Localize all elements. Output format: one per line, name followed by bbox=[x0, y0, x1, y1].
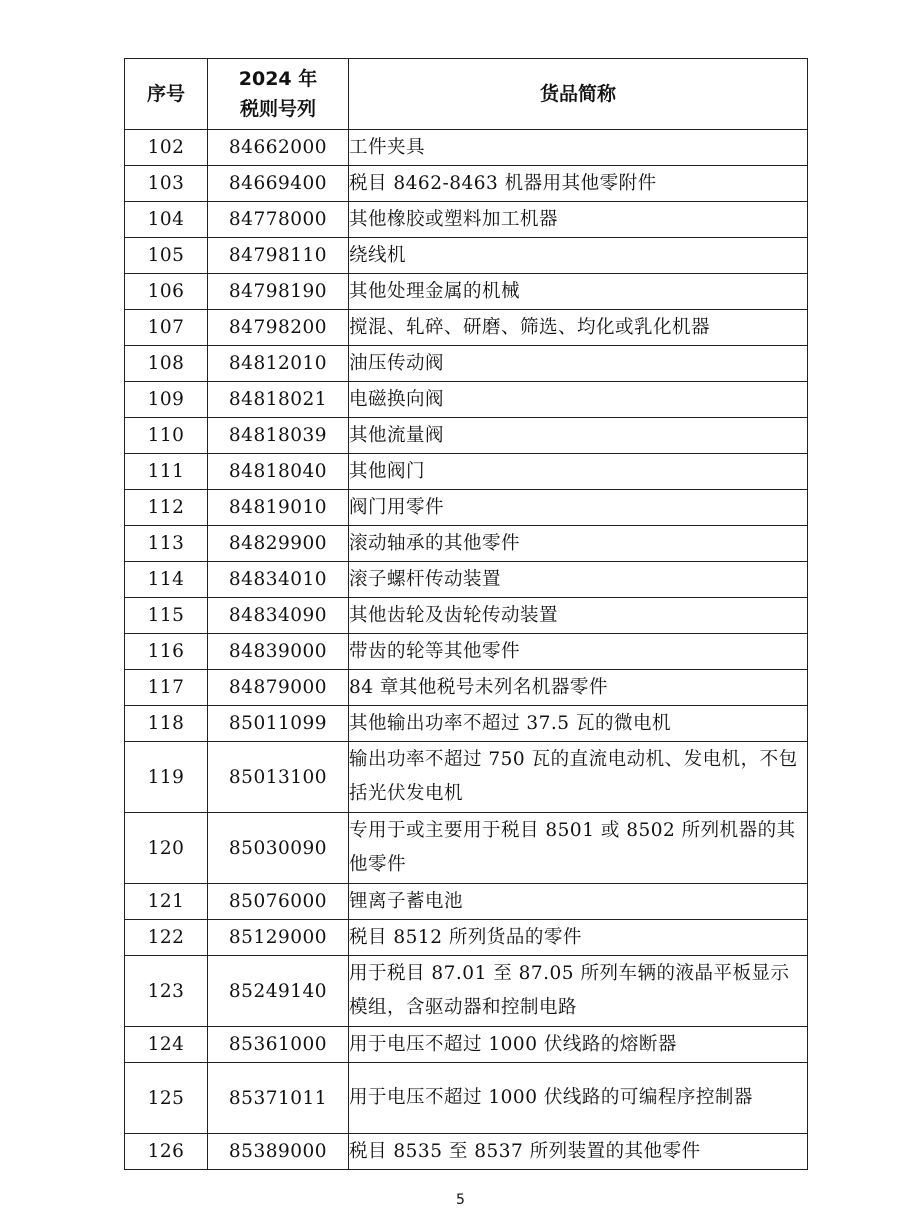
cell-tariff-code: 84818039 bbox=[208, 418, 349, 454]
cell-seq: 116 bbox=[125, 634, 208, 670]
cell-tariff-code: 85011099 bbox=[208, 706, 349, 742]
cell-tariff-code: 84818021 bbox=[208, 382, 349, 418]
cell-goods-name: 输出功率不超过 750 瓦的直流电动机、发电机，不包括光伏发电机 bbox=[349, 742, 808, 813]
cell-seq: 119 bbox=[125, 742, 208, 813]
table-row bbox=[125, 813, 808, 884]
cell-tariff-code: 84812010 bbox=[208, 346, 349, 382]
cell-seq: 104 bbox=[125, 202, 208, 238]
cell-seq: 113 bbox=[125, 526, 208, 562]
table-row bbox=[125, 1134, 808, 1170]
cell-tariff-code: 84819010 bbox=[208, 490, 349, 526]
table-row bbox=[125, 490, 808, 526]
cell-goods-name: 阀门用零件 bbox=[349, 490, 808, 526]
header-row bbox=[125, 59, 808, 130]
cell-goods-name: 其他齿轮及齿轮传动装置 bbox=[349, 598, 808, 634]
cell-seq: 122 bbox=[125, 920, 208, 956]
cell-tariff-code: 85389000 bbox=[208, 1134, 349, 1170]
cell-tariff-code: 84834090 bbox=[208, 598, 349, 634]
cell-seq: 103 bbox=[125, 166, 208, 202]
table-row bbox=[125, 742, 808, 813]
cell-tariff-code: 84839000 bbox=[208, 634, 349, 670]
cell-goods-name: 用于电压不超过 1000 伏线路的熔断器 bbox=[349, 1027, 808, 1063]
cell-goods-name: 带齿的轮等其他零件 bbox=[349, 634, 808, 670]
cell-goods-name: 滚动轴承的其他零件 bbox=[349, 526, 808, 562]
cell-tariff-code: 84829900 bbox=[208, 526, 349, 562]
table-row bbox=[125, 526, 808, 562]
table-row bbox=[125, 884, 808, 920]
table-row bbox=[125, 706, 808, 742]
cell-tariff-code: 84818040 bbox=[208, 454, 349, 490]
cell-seq: 106 bbox=[125, 274, 208, 310]
cell-tariff-code: 85030090 bbox=[208, 813, 349, 884]
cell-seq: 112 bbox=[125, 490, 208, 526]
cell-tariff-code: 84834010 bbox=[208, 562, 349, 598]
cell-goods-name: 税目 8512 所列货品的零件 bbox=[349, 920, 808, 956]
table-body bbox=[125, 130, 808, 1170]
cell-seq: 105 bbox=[125, 238, 208, 274]
cell-seq: 126 bbox=[125, 1134, 208, 1170]
cell-goods-name: 用于电压不超过 1000 伏线路的可编程序控制器 bbox=[349, 1063, 808, 1134]
cell-seq: 118 bbox=[125, 706, 208, 742]
table-row bbox=[125, 130, 808, 166]
cell-seq: 107 bbox=[125, 310, 208, 346]
table-row bbox=[125, 1063, 808, 1134]
cell-tariff-code: 84662000 bbox=[208, 130, 349, 166]
table-row bbox=[125, 670, 808, 706]
cell-seq: 108 bbox=[125, 346, 208, 382]
table-row bbox=[125, 274, 808, 310]
table-row bbox=[125, 598, 808, 634]
cell-goods-name: 工件夹具 bbox=[349, 130, 808, 166]
cell-goods-name: 搅混、轧碎、研磨、筛选、均化或乳化机器 bbox=[349, 310, 808, 346]
cell-goods-name: 其他阀门 bbox=[349, 454, 808, 490]
cell-goods-name: 油压传动阀 bbox=[349, 346, 808, 382]
cell-goods-name: 其他输出功率不超过 37.5 瓦的微电机 bbox=[349, 706, 808, 742]
cell-tariff-code: 85249140 bbox=[208, 956, 349, 1027]
table-row bbox=[125, 956, 808, 1027]
header-seq: 序号 bbox=[125, 59, 208, 130]
table-header bbox=[125, 59, 808, 130]
table-row bbox=[125, 238, 808, 274]
cell-seq: 121 bbox=[125, 884, 208, 920]
cell-tariff-code: 85371011 bbox=[208, 1063, 349, 1134]
table-row bbox=[125, 346, 808, 382]
table-row bbox=[125, 202, 808, 238]
cell-tariff-code: 84798200 bbox=[208, 310, 349, 346]
cell-tariff-code: 84798110 bbox=[208, 238, 349, 274]
cell-goods-name: 滚子螺杆传动装置 bbox=[349, 562, 808, 598]
cell-goods-name: 电磁换向阀 bbox=[349, 382, 808, 418]
table-row bbox=[125, 920, 808, 956]
cell-goods-name: 用于税目 87.01 至 87.05 所列车辆的液晶平板显示模组，含驱动器和控制电路 bbox=[349, 956, 808, 1027]
table-row bbox=[125, 1027, 808, 1063]
cell-goods-name: 锂离子蓄电池 bbox=[349, 884, 808, 920]
header-tariff-code-line1: 2024 年 bbox=[238, 68, 318, 90]
cell-seq: 117 bbox=[125, 670, 208, 706]
cell-tariff-code: 84879000 bbox=[208, 670, 349, 706]
cell-goods-name: 税目 8535 至 8537 所列装置的其他零件 bbox=[349, 1134, 808, 1170]
cell-tariff-code: 85013100 bbox=[208, 742, 349, 813]
header-tariff-code bbox=[208, 59, 349, 130]
table-row bbox=[125, 454, 808, 490]
cell-goods-name: 其他流量阀 bbox=[349, 418, 808, 454]
cell-seq: 125 bbox=[125, 1063, 208, 1134]
cell-seq: 123 bbox=[125, 956, 208, 1027]
cell-tariff-code: 84798190 bbox=[208, 274, 349, 310]
table-row bbox=[125, 418, 808, 454]
cell-tariff-code: 85129000 bbox=[208, 920, 349, 956]
cell-seq: 102 bbox=[125, 130, 208, 166]
cell-goods-name: 专用于或主要用于税目 8501 或 8502 所列机器的其他零件 bbox=[349, 813, 808, 884]
table-row bbox=[125, 166, 808, 202]
cell-seq: 114 bbox=[125, 562, 208, 598]
table-row bbox=[125, 382, 808, 418]
cell-seq: 111 bbox=[125, 454, 208, 490]
cell-tariff-code: 85361000 bbox=[208, 1027, 349, 1063]
cell-seq: 124 bbox=[125, 1027, 208, 1063]
cell-seq: 109 bbox=[125, 382, 208, 418]
cell-goods-name: 税目 8462-8463 机器用其他零附件 bbox=[349, 166, 808, 202]
cell-goods-name: 绕线机 bbox=[349, 238, 808, 274]
cell-seq: 115 bbox=[125, 598, 208, 634]
header-goods-name: 货品简称 bbox=[349, 59, 808, 130]
cell-goods-name: 其他橡胶或塑料加工机器 bbox=[349, 202, 808, 238]
cell-seq: 120 bbox=[125, 813, 208, 884]
cell-seq: 110 bbox=[125, 418, 208, 454]
table-row bbox=[125, 562, 808, 598]
cell-tariff-code: 84778000 bbox=[208, 202, 349, 238]
cell-goods-name: 84 章其他税号未列名机器零件 bbox=[349, 670, 808, 706]
cell-tariff-code: 85076000 bbox=[208, 884, 349, 920]
cell-tariff-code: 84669400 bbox=[208, 166, 349, 202]
header-tariff-code-line2: 税则号列 bbox=[239, 98, 316, 120]
table-row bbox=[125, 634, 808, 670]
table-row bbox=[125, 310, 808, 346]
cell-goods-name: 其他处理金属的机械 bbox=[349, 274, 808, 310]
tariff-table bbox=[124, 58, 808, 1170]
page-number: 5 bbox=[456, 1192, 465, 1208]
